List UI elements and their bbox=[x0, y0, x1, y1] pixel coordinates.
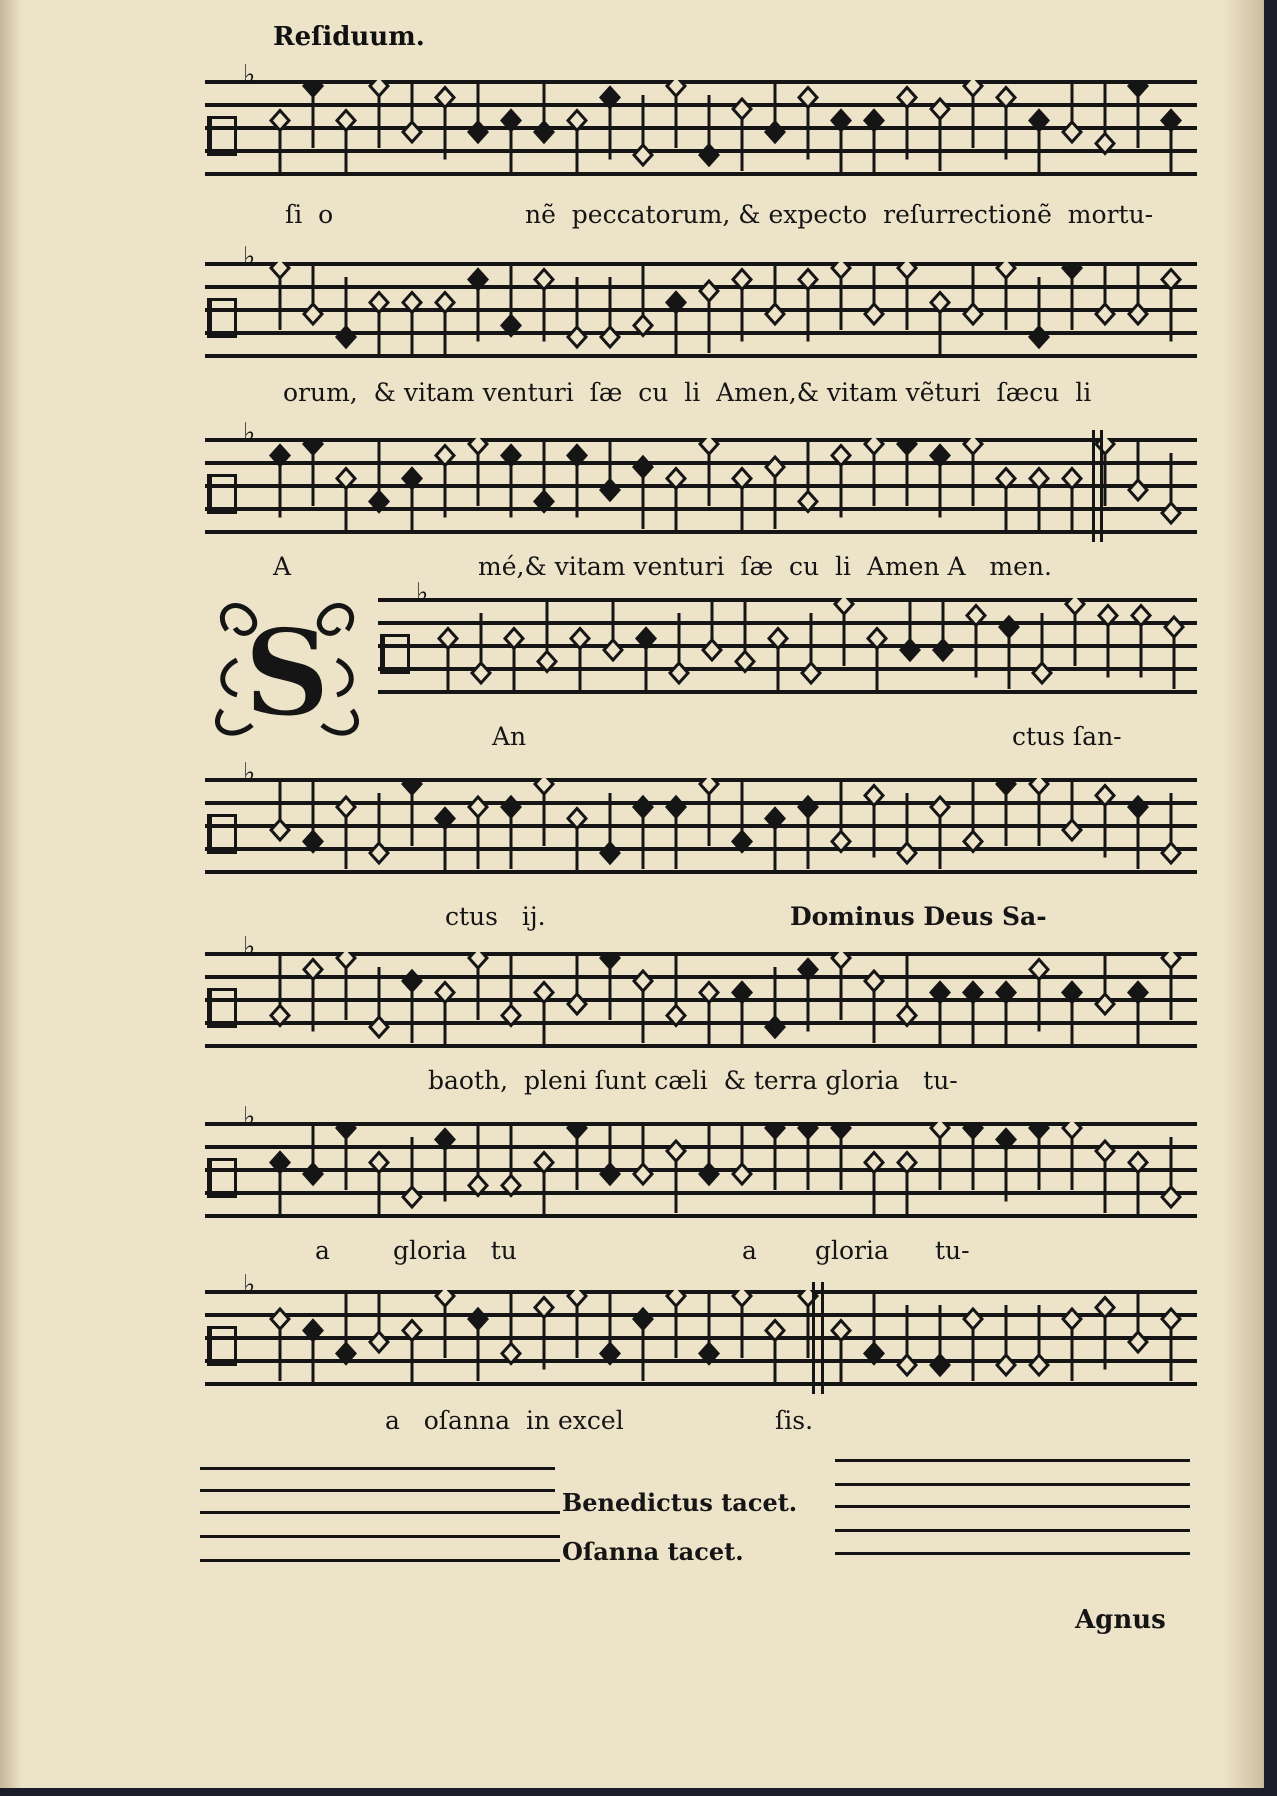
note-head bbox=[1096, 786, 1114, 858]
note-head bbox=[1129, 797, 1147, 869]
note-head bbox=[1129, 80, 1147, 148]
lyrics-staff-4-b: ctus ſan- bbox=[1012, 722, 1122, 751]
note-head bbox=[898, 262, 916, 330]
note-head bbox=[271, 1153, 289, 1219]
note-head bbox=[271, 446, 289, 518]
note-head bbox=[865, 1294, 883, 1364]
note-head bbox=[502, 266, 520, 336]
note-head bbox=[634, 1309, 652, 1381]
note-head bbox=[634, 1122, 652, 1184]
note-head bbox=[1162, 1137, 1180, 1207]
note-head bbox=[1162, 270, 1180, 342]
note-head bbox=[271, 956, 289, 1026]
note-head bbox=[997, 262, 1015, 330]
music-staff-1 bbox=[205, 60, 1197, 176]
note-head bbox=[667, 1141, 685, 1213]
note-head bbox=[469, 438, 487, 506]
lyrics-staff-3-b: mé,& vitam venturi ſæ cu li Amen A men. bbox=[478, 552, 1052, 581]
note-head bbox=[901, 598, 919, 660]
note-head bbox=[931, 1305, 949, 1375]
lyrics-staff-7-e: tu- bbox=[935, 1236, 970, 1265]
note-head bbox=[667, 293, 685, 359]
note-head bbox=[436, 1130, 454, 1202]
note-head bbox=[1129, 1290, 1147, 1352]
staff-2-notes bbox=[205, 262, 1197, 358]
note-head bbox=[436, 293, 454, 359]
note-head bbox=[766, 1122, 784, 1190]
note-head bbox=[436, 983, 454, 1049]
lyrics-staff-5-a: ctus ij. bbox=[445, 902, 546, 931]
note-head bbox=[835, 598, 853, 666]
note-head bbox=[568, 111, 586, 177]
note-head bbox=[304, 1321, 322, 1387]
note-head bbox=[439, 629, 457, 695]
note-head bbox=[304, 782, 322, 852]
note-head bbox=[271, 1309, 289, 1381]
double-barline bbox=[1100, 430, 1103, 542]
note-head bbox=[1030, 778, 1048, 846]
staff-1-notes bbox=[205, 80, 1197, 176]
note-head bbox=[865, 111, 883, 177]
note-head bbox=[634, 797, 652, 869]
note-head bbox=[403, 293, 421, 359]
note-head bbox=[1162, 793, 1180, 863]
note-head bbox=[931, 293, 949, 359]
lyrics-staff-8-b: ſis. bbox=[775, 1406, 814, 1435]
note-head bbox=[865, 786, 883, 858]
note-head bbox=[604, 598, 622, 660]
note-head bbox=[403, 1137, 421, 1207]
note-head bbox=[601, 88, 619, 160]
note-head bbox=[700, 778, 718, 846]
note-head bbox=[1066, 598, 1084, 666]
note-head bbox=[733, 270, 751, 342]
note-head bbox=[700, 1294, 718, 1364]
note-head bbox=[634, 95, 652, 165]
note-head bbox=[1162, 1309, 1180, 1381]
note-head bbox=[733, 1290, 751, 1358]
note-head bbox=[700, 438, 718, 506]
note-head bbox=[832, 111, 850, 177]
note-head bbox=[931, 99, 949, 171]
flat-sign-icon: ♭ bbox=[416, 578, 429, 608]
note-head bbox=[337, 797, 355, 869]
note-head bbox=[667, 797, 685, 869]
note-head bbox=[469, 80, 487, 142]
note-head bbox=[799, 1122, 817, 1190]
note-head bbox=[1132, 606, 1150, 678]
flat-sign-icon: ♭ bbox=[243, 418, 256, 448]
note-head bbox=[370, 80, 388, 148]
note-head bbox=[634, 457, 652, 529]
note-head bbox=[997, 88, 1015, 160]
note-head bbox=[601, 277, 619, 347]
note-head bbox=[370, 793, 388, 863]
note-head bbox=[898, 438, 916, 506]
note-head bbox=[1096, 1141, 1114, 1213]
note-head bbox=[832, 1122, 850, 1190]
note-head bbox=[865, 1153, 883, 1219]
note-head bbox=[1063, 80, 1081, 142]
note-head bbox=[568, 277, 586, 347]
double-barline bbox=[812, 1282, 815, 1394]
lyrics-staff-2: orum, & vitam venturi ſæ cu li Amen,& vitam vẽturi ſæcu li bbox=[283, 378, 1092, 407]
staff-7-notes bbox=[205, 1122, 1197, 1218]
note-head bbox=[502, 797, 520, 869]
note-head bbox=[1129, 983, 1147, 1049]
note-head bbox=[469, 952, 487, 1020]
note-head bbox=[799, 270, 817, 342]
note-head bbox=[436, 446, 454, 518]
note-head bbox=[1063, 262, 1081, 330]
note-head bbox=[637, 629, 655, 695]
osanna-tacet-label: Oſanna tacet. bbox=[562, 1537, 744, 1566]
note-head bbox=[370, 1153, 388, 1219]
music-staff-7 bbox=[205, 1102, 1197, 1218]
note-head bbox=[832, 446, 850, 518]
note-head bbox=[964, 1122, 982, 1190]
note-head bbox=[1162, 453, 1180, 523]
note-head bbox=[469, 1126, 487, 1196]
music-staff-2 bbox=[205, 242, 1197, 358]
note-head bbox=[931, 446, 949, 518]
note-head bbox=[502, 1294, 520, 1364]
note-head bbox=[469, 270, 487, 342]
note-head bbox=[832, 782, 850, 852]
note-head bbox=[997, 778, 1015, 846]
note-head bbox=[736, 602, 754, 672]
note-head bbox=[1129, 1153, 1147, 1219]
note-head bbox=[304, 1122, 322, 1184]
note-head bbox=[634, 266, 652, 336]
music-staff-4 bbox=[378, 578, 1197, 694]
note-head bbox=[469, 797, 487, 869]
lyrics-staff-1-a: ſi o bbox=[285, 200, 334, 229]
staff-5-notes bbox=[205, 778, 1197, 874]
staff-6-notes bbox=[205, 952, 1197, 1048]
note-head bbox=[1030, 277, 1048, 347]
note-head bbox=[1030, 111, 1048, 177]
flat-sign-icon: ♭ bbox=[243, 932, 256, 962]
note-head bbox=[733, 1122, 751, 1184]
note-head bbox=[535, 1153, 553, 1219]
note-head bbox=[337, 277, 355, 347]
note-head bbox=[271, 262, 289, 330]
flat-sign-icon: ♭ bbox=[243, 60, 256, 90]
note-head bbox=[568, 1290, 586, 1358]
music-staff-8 bbox=[205, 1270, 1197, 1386]
note-head bbox=[568, 446, 586, 518]
note-head bbox=[568, 952, 586, 1014]
note-head bbox=[337, 469, 355, 535]
note-head bbox=[799, 442, 817, 512]
note-head bbox=[370, 1290, 388, 1352]
note-head bbox=[370, 293, 388, 359]
note-head bbox=[1099, 606, 1117, 678]
note-head bbox=[865, 971, 883, 1043]
note-head bbox=[403, 469, 421, 535]
note-head bbox=[670, 613, 688, 683]
note-head bbox=[733, 99, 751, 171]
note-head bbox=[1000, 617, 1018, 689]
note-head bbox=[571, 629, 589, 695]
note-head bbox=[535, 983, 553, 1049]
note-head bbox=[799, 88, 817, 160]
note-head bbox=[1096, 1298, 1114, 1370]
note-head bbox=[535, 778, 553, 846]
note-head bbox=[997, 1305, 1015, 1375]
note-head bbox=[1096, 952, 1114, 1014]
lyrics-staff-7-d: gloria bbox=[815, 1236, 889, 1265]
music-staff-5 bbox=[205, 758, 1197, 874]
note-head bbox=[931, 1122, 949, 1190]
note-head bbox=[601, 438, 619, 500]
note-head bbox=[898, 793, 916, 863]
note-head bbox=[304, 438, 322, 506]
note-head bbox=[703, 598, 721, 660]
note-head bbox=[469, 1309, 487, 1381]
note-head bbox=[667, 956, 685, 1026]
note-head bbox=[997, 1130, 1015, 1202]
note-head bbox=[700, 983, 718, 1049]
note-head bbox=[304, 262, 322, 324]
note-head bbox=[403, 80, 421, 142]
note-head bbox=[1129, 262, 1147, 324]
flat-sign-icon: ♭ bbox=[243, 758, 256, 788]
note-head bbox=[304, 80, 322, 148]
note-head bbox=[568, 809, 586, 875]
note-head bbox=[1063, 1309, 1081, 1381]
note-head bbox=[964, 1309, 982, 1381]
note-head bbox=[568, 1122, 586, 1190]
note-head bbox=[403, 778, 421, 846]
note-head bbox=[766, 80, 784, 142]
note-head bbox=[733, 782, 751, 852]
lyrics-staff-1-b: nẽ peccatorum, & expecto reſurrectionẽ mortu- bbox=[525, 200, 1154, 229]
note-head bbox=[271, 778, 289, 840]
note-head bbox=[601, 952, 619, 1020]
lyrics-staff-4-a: An bbox=[492, 722, 527, 751]
note-head bbox=[802, 613, 820, 683]
note-head bbox=[931, 797, 949, 869]
note-head bbox=[832, 952, 850, 1020]
music-staff-3 bbox=[205, 418, 1197, 534]
note-head bbox=[370, 967, 388, 1037]
note-head bbox=[1162, 111, 1180, 177]
note-head bbox=[865, 262, 883, 324]
note-head bbox=[1096, 84, 1114, 154]
staff-3-notes bbox=[205, 438, 1197, 534]
note-head bbox=[1063, 778, 1081, 840]
flat-sign-icon: ♭ bbox=[243, 242, 256, 272]
note-head bbox=[304, 960, 322, 1032]
note-head bbox=[505, 629, 523, 695]
note-head bbox=[868, 629, 886, 695]
staff-8-notes bbox=[205, 1290, 1197, 1386]
note-head bbox=[634, 971, 652, 1043]
note-head bbox=[1063, 469, 1081, 535]
note-head bbox=[733, 469, 751, 535]
note-head bbox=[436, 88, 454, 160]
note-head bbox=[337, 952, 355, 1020]
staff-4-notes bbox=[378, 598, 1197, 694]
note-head bbox=[601, 793, 619, 863]
note-head bbox=[535, 1298, 553, 1370]
note-head bbox=[1096, 262, 1114, 324]
note-head bbox=[769, 629, 787, 695]
note-head bbox=[700, 95, 718, 165]
note-head bbox=[337, 1122, 355, 1190]
note-head bbox=[700, 281, 718, 353]
lyrics-staff-5-b: Dominus Deus Sa- bbox=[790, 902, 1047, 931]
note-head bbox=[1063, 983, 1081, 1049]
note-head bbox=[502, 446, 520, 518]
decorated-initial-s-icon bbox=[207, 590, 367, 745]
note-head bbox=[934, 598, 952, 660]
note-head bbox=[832, 1321, 850, 1387]
note-head bbox=[733, 983, 751, 1049]
note-head bbox=[337, 1294, 355, 1364]
note-head bbox=[337, 111, 355, 177]
note-head bbox=[898, 956, 916, 1026]
note-head bbox=[1096, 438, 1114, 506]
note-head bbox=[502, 1126, 520, 1196]
music-staff-6 bbox=[205, 932, 1197, 1048]
note-head bbox=[403, 971, 421, 1043]
note-head bbox=[700, 1122, 718, 1184]
lyrics-staff-8-a: a oſanna in excel bbox=[385, 1406, 624, 1435]
benedictus-tacet-label: Benedictus tacet. bbox=[562, 1488, 798, 1517]
note-head bbox=[1063, 1122, 1081, 1190]
note-head bbox=[1033, 613, 1051, 683]
lyrics-staff-3-a: A bbox=[273, 552, 292, 581]
flat-sign-icon: ♭ bbox=[243, 1270, 256, 1300]
note-head bbox=[1162, 952, 1180, 1020]
note-head bbox=[535, 442, 553, 512]
note-head bbox=[766, 809, 784, 875]
note-head bbox=[403, 1321, 421, 1387]
note-head bbox=[502, 956, 520, 1026]
note-head bbox=[436, 1290, 454, 1358]
note-head bbox=[667, 1290, 685, 1358]
note-head bbox=[535, 270, 553, 342]
note-head bbox=[964, 438, 982, 506]
lyrics-staff-7-a: a bbox=[315, 1236, 330, 1265]
note-head bbox=[898, 88, 916, 160]
flat-sign-icon: ♭ bbox=[243, 1102, 256, 1132]
note-head bbox=[967, 606, 985, 678]
lyrics-staff-7-b: gloria tu bbox=[393, 1236, 517, 1265]
note-head bbox=[472, 613, 490, 683]
note-head bbox=[766, 262, 784, 324]
note-head bbox=[997, 469, 1015, 535]
catchword: Agnus bbox=[1075, 1605, 1166, 1635]
lyrics-staff-7-c: a bbox=[742, 1236, 757, 1265]
note-head bbox=[766, 1321, 784, 1387]
note-head bbox=[538, 602, 556, 672]
page-gutter-shadow bbox=[0, 0, 22, 1788]
note-head bbox=[766, 457, 784, 529]
note-head bbox=[1030, 1305, 1048, 1375]
note-head bbox=[898, 1305, 916, 1375]
note-head bbox=[832, 262, 850, 330]
note-head bbox=[436, 809, 454, 875]
note-head bbox=[964, 262, 982, 324]
note-head bbox=[799, 797, 817, 869]
note-head bbox=[1030, 1122, 1048, 1190]
note-head bbox=[271, 111, 289, 177]
initial-letter: S bbox=[243, 603, 331, 744]
note-head bbox=[997, 983, 1015, 1049]
note-head bbox=[667, 469, 685, 535]
note-head bbox=[865, 438, 883, 506]
note-head bbox=[766, 967, 784, 1037]
note-head bbox=[964, 782, 982, 852]
page-header: Reſiduum. bbox=[273, 22, 425, 52]
note-head bbox=[1030, 469, 1048, 535]
note-head bbox=[964, 983, 982, 1049]
double-barline bbox=[1092, 430, 1095, 542]
note-head bbox=[667, 80, 685, 148]
note-head bbox=[898, 1153, 916, 1219]
note-head bbox=[1030, 960, 1048, 1032]
note-head bbox=[964, 80, 982, 148]
note-head bbox=[601, 1294, 619, 1364]
note-head bbox=[601, 1122, 619, 1184]
note-head bbox=[502, 111, 520, 177]
note-head bbox=[370, 442, 388, 512]
note-head bbox=[1129, 438, 1147, 500]
double-barline bbox=[821, 1282, 824, 1394]
note-head bbox=[535, 80, 553, 142]
note-head bbox=[799, 960, 817, 1032]
lyrics-staff-6: baoth, pleni ſunt cæli & terra gloria tu- bbox=[428, 1066, 958, 1095]
note-head bbox=[931, 983, 949, 1049]
note-head bbox=[1165, 617, 1183, 689]
